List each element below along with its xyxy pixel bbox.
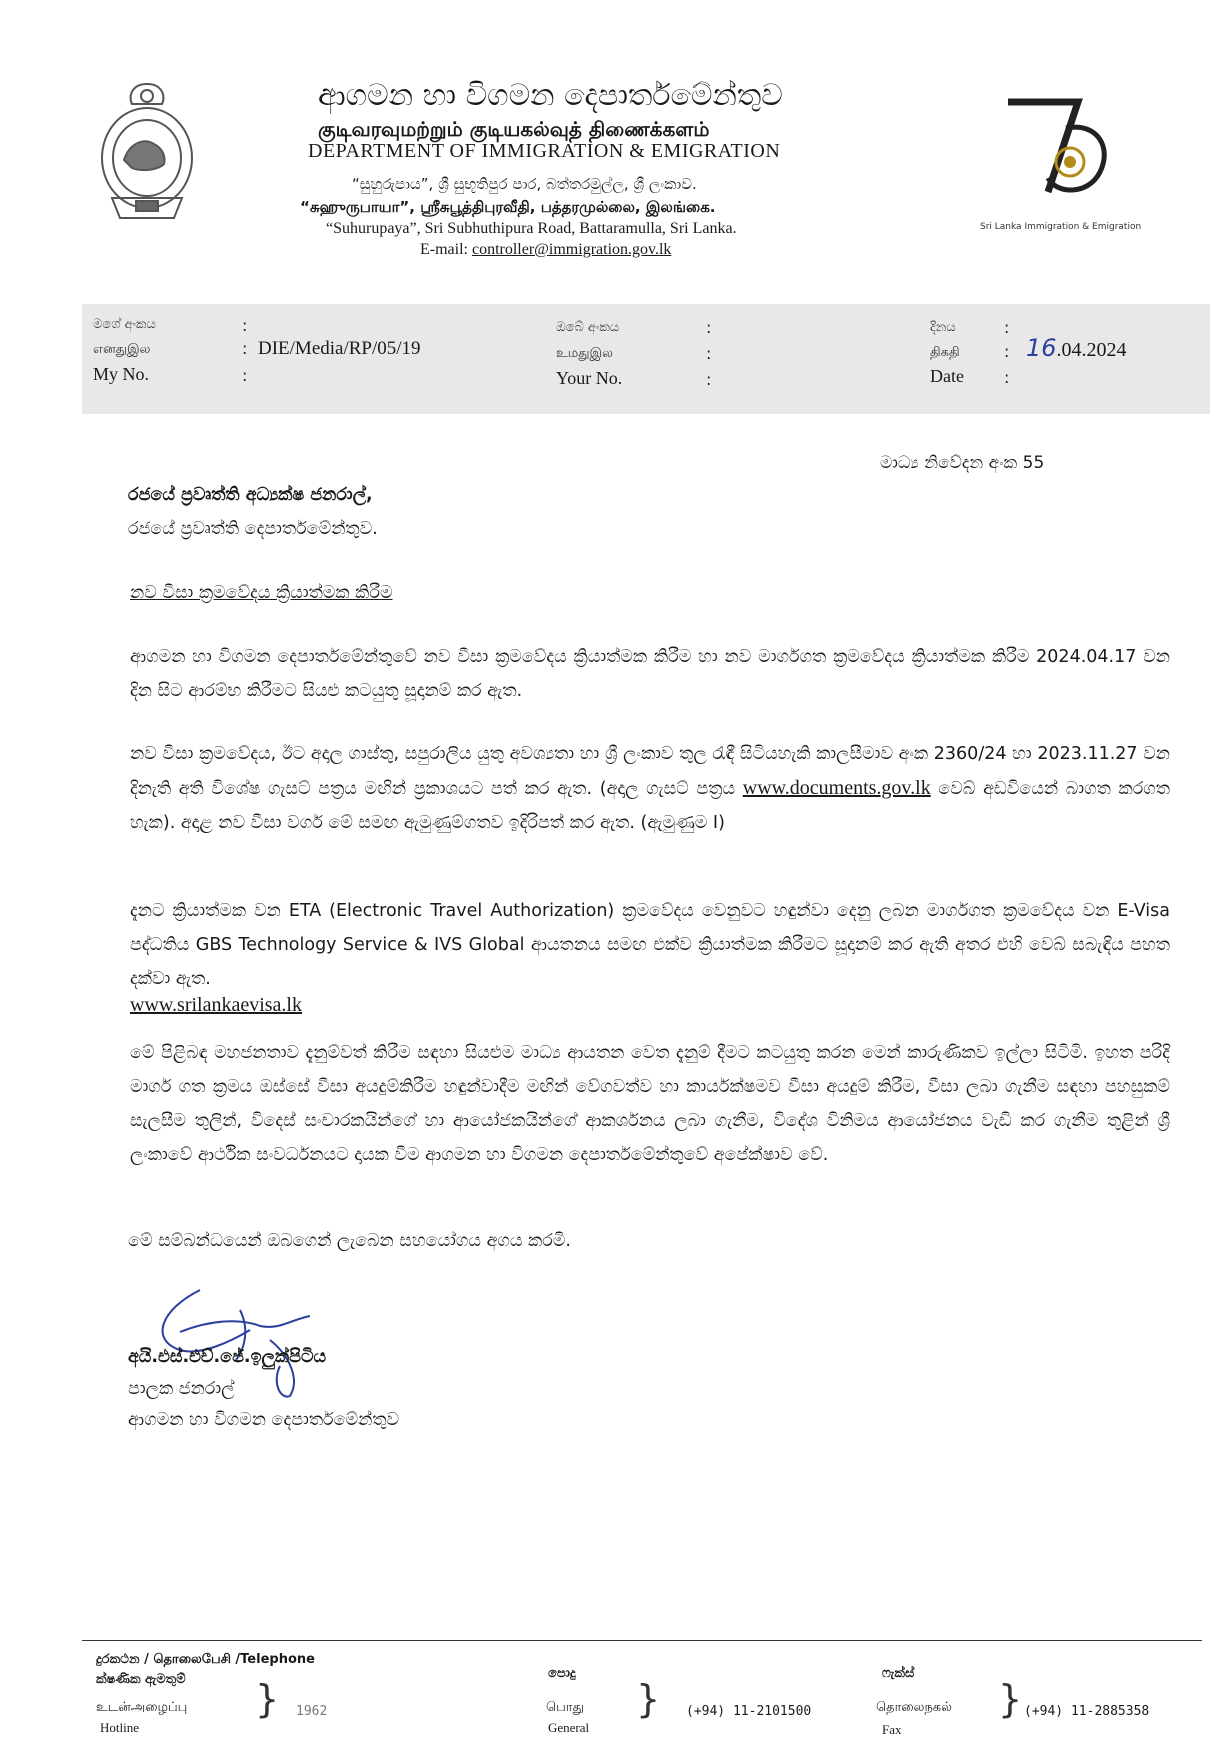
- colon: :: [706, 344, 712, 363]
- colon: :: [242, 339, 248, 358]
- date-label-si: දිනය: [930, 320, 956, 335]
- paragraph-2-text-a: නව වීසා ක්‍රමවේදය, ඊට අදාල ගාස්තු, සපුරාලිය යුතු අවශ්‍යතා හා ශ්‍රී ලංකාව තුල රැඳී සිටියහැකි කාලසීමාව අංක 2360/24 හා 2023.11.27 වන දිනැති අති විශේෂ ගැසට් පත්‍රය මඟින් ප්‍රකාශයට පත් කර ඇත. (අදාල ගැසට් පත්‍රය: [130, 744, 1170, 799]
- date-label-en: Date: [930, 366, 964, 386]
- date-handwritten-day: 16: [1026, 334, 1057, 362]
- your-no-label-si: ඔබේ අංකය: [556, 320, 620, 335]
- recipient-line-2: රජයේ ප්‍රවෘත්ති දෙපාර්තමේන්තුව.: [128, 519, 378, 539]
- colon: :: [706, 318, 712, 337]
- department-title-sinhala: ආගමන හා විගමන දෙපාර්තමේන්තුව: [318, 78, 783, 113]
- date-label-ta: திகதி: [930, 345, 960, 360]
- letter-subject: නව වීසා ක්‍රමවේදය ක්‍රියාත්මක කිරීම: [130, 583, 393, 603]
- signer-department: ආගමන හා විගමන දෙපාර්තමේන්තුව: [128, 1410, 400, 1430]
- srilanka-evisa-link[interactable]: www.srilankaevisa.lk: [130, 994, 302, 1016]
- department-title-english: DEPARTMENT OF IMMIGRATION & EMIGRATION: [308, 140, 781, 162]
- fax-label-ta: தொலைநகல்: [876, 1700, 952, 1715]
- footer-divider: [82, 1640, 1202, 1641]
- address-sinhala: “සුහුරුපාය”, ශ්‍රී සුභූතිපුර පාර, බත්තරමුල්ල, ශ්‍රී ලංකාව.: [352, 175, 697, 193]
- email-label: E-mail:: [420, 241, 468, 258]
- colon: :: [1004, 342, 1010, 361]
- documents-gov-link[interactable]: www.documents.gov.lk: [742, 777, 931, 799]
- media-release-number: මාධ්‍ය නිවේදන අංක 55: [880, 453, 1045, 473]
- my-no-label-en: My No.: [93, 364, 150, 384]
- national-emblem-icon: [92, 78, 202, 228]
- email-line: [420, 241, 671, 259]
- address-tamil: “சுஹுருபாயா”, ஸ்ரீசுபூத்திபுரவீதி, பத்தரமுல்லை, இலங்கை.: [300, 198, 716, 216]
- fax-number[interactable]: (+94) 11-2885358: [1024, 1704, 1150, 1719]
- recipient-line-1: රජයේ ප්‍රවෘත්ති අධ්‍යක්ෂ ජනරාල්,: [128, 485, 373, 505]
- my-no-value: DIE/Media/RP/05/19: [258, 338, 421, 359]
- hotline-label-ta: உடன்அழைப்பு: [96, 1700, 188, 1715]
- colon: :: [242, 316, 248, 335]
- paragraph-3: දැනට ක්‍රියාත්මක වන ETA (Electronic Travel Authorization) ක්‍රමවේදය වෙනුවට හඳුන්වා දෙනු ලබන මාර්ගගත ක්‍රමවේදය වන E-Visa පද්ධතිය GBS Technology Service & IVS Global ආයතනය සමඟ එක්ව ක්‍රියාත්මක කිරීමට සූදානම් කර ඇති අතර එහි වෙබ් සබැඳිය පහත දක්වා ඇත.: [130, 901, 1170, 989]
- colon: :: [1004, 368, 1010, 387]
- colon: :: [706, 370, 712, 389]
- hotline-label-si: ක්ෂණික ඇමතුම්: [96, 1672, 186, 1687]
- address-english: “Suhurupaya”, Sri Subhuthipura Road, Battaramulla, Sri Lanka.: [326, 220, 737, 237]
- date-month-year: .04.2024: [1056, 339, 1127, 361]
- fax-label-si: ෆැක්ස්: [882, 1666, 915, 1681]
- logo-caption: Sri Lanka Immigration & Emigration: [980, 222, 1142, 232]
- date-value: [1026, 334, 1127, 362]
- brace-icon: }: [255, 1677, 280, 1721]
- brace-icon: }: [636, 1677, 661, 1721]
- general-number[interactable]: (+94) 11-2101500: [686, 1704, 812, 1719]
- paragraph-5: මේ සම්බන්ධයෙන් ඔබගෙන් ලැබෙන සහයෝගය අගය කරමි.: [128, 1231, 571, 1251]
- brace-icon: }: [998, 1677, 1023, 1721]
- general-label-ta: பொது: [546, 1700, 584, 1715]
- signer-title: පාලක ජනරාල්: [128, 1379, 235, 1399]
- fax-label-en: Fax: [882, 1722, 902, 1737]
- paragraph-2: [130, 737, 1170, 840]
- anniversary-logo-icon: [990, 92, 1120, 212]
- colon: :: [242, 366, 248, 385]
- paragraph-1: ආගමන හා විගමන දෙපාර්තමේන්තුවේ නව වීසා ක්‍රමවේදය ක්‍රියාත්මක කිරීම හා නව මාර්ගගත ක්‍රමවේදය ක්‍රියාත්මක කිරීම 2024.04.17 වන දින සිට ආරම්භ කිරීමට සියළු කටයුතු සූදානම් කර ඇත.: [130, 647, 1170, 701]
- paragraph-2-text-b: වෙබ් අඩවියෙන් බාගත කරගත හැක). අදාළ නව වීසා වර්ග මේ සමඟ ඇමුණුම්ගතව ඉදිරිපත් කර ඇත. (ඇමුණුම I): [130, 779, 1170, 833]
- my-no-label-si: මගේ අංකය: [93, 317, 156, 332]
- hotline-label-en: Hotline: [100, 1720, 139, 1735]
- email-link[interactable]: controller@immigration.gov.lk: [471, 241, 672, 258]
- department-title-tamil: குடிவரவுமற்றும் குடியகல்வுத் திணைக்களம்: [318, 117, 710, 141]
- colon: :: [1004, 318, 1010, 337]
- your-no-label-ta: உமதுஇல: [556, 346, 613, 361]
- your-no-label-en: Your No.: [556, 368, 623, 388]
- hotline-number[interactable]: 1962: [296, 1704, 328, 1719]
- telephone-label: දුරකථන / தொலைபேசி /Telephone: [96, 1652, 315, 1667]
- paragraph-4: මේ පිළිබඳ මහජනතාව දැනුම්වත් කිරීම සඳහා සියළුම මාධ්‍ය ආයතන වෙත දැනුම් දීමට කටයුතු කරන මෙන් කාරුණිකව ඉල්ලා සිටිමි. ඉහත පරිදි මාර්ග ගත ක්‍රමය ඔස්සේ වීසා අයදුම්කිරීම හඳුන්වාදීම මඟින් වේගවත්ව හා කාර්යක්ෂමව වීසා අයදුම් කිරීම, වීසා ලබා ගැනීම සඳහා පහසුකම් සැලසීම තුලින්, විදෙස් සංචාරකයින්ගේ හා ආයෝජකයින්ගේ ආකර්ශනය ලබා ගැනීම, විදේශ විනිමය ආයෝජනය වැඩි කර ගැනීම තුළින් ශ්‍රී ලංකාවේ ආර්ථික සංවර්ධනයට දායක වීම ආගමන හා විගමන දෙපාර්තමේන්තුවේ අපේක්ෂාව වේ.: [130, 1043, 1170, 1165]
- my-no-label-ta: எனதுஇல: [93, 342, 151, 357]
- signer-name: අයි.එස්.එච්.ජේ.ඉලුක්පිටිය: [128, 1347, 327, 1367]
- general-label-en: General: [548, 1720, 590, 1735]
- general-label-si: පොදු: [548, 1666, 576, 1681]
